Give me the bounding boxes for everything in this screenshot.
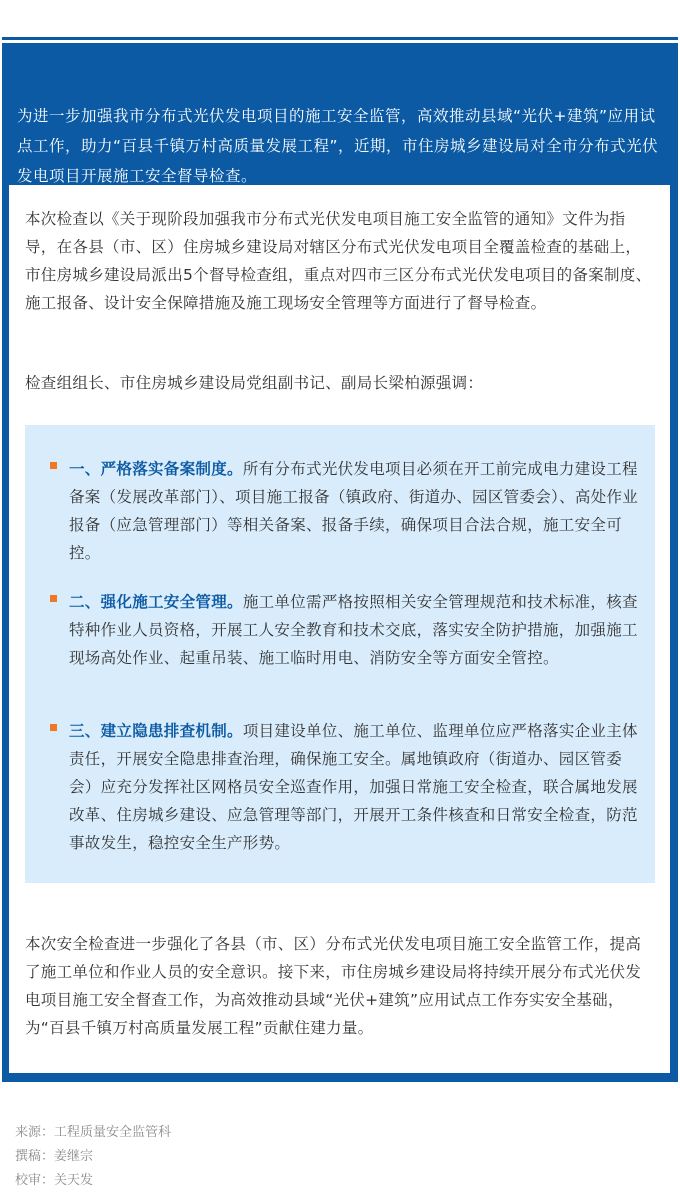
- credit-reviewer: 校审：关天发: [15, 1173, 94, 1188]
- key-point-heading: 三、建立隐患排查机制。: [69, 722, 243, 740]
- top-divider-line: [2, 37, 678, 40]
- square-bullet-icon: [50, 724, 57, 731]
- body-paragraph-3: 本次安全检查进一步强化了各县（市、区）分布式光伏发电项目施工安全监管工作，提高了施工单位和作业人员的安全意识。接下来，市住房城乡建设局将持续开展分布式光伏发电项目施工安全督查工作，为高效推动县域“光伏+建筑”应用试点工作夯实安全基础，为“百县千镇万村高质量发展工程”贡献住建力量。: [25, 935, 642, 1037]
- article-credits: [15, 1121, 171, 1193]
- key-point-text: 施工单位需严格按照相关安全管理规范和技术标准，核查特种作业人员资格，开展工人安全教育和技术交底，落实安全防护措施，加强施工现场高处作业、起重吊装、施工临时用电、消防安全等方面安全管控。: [69, 593, 638, 667]
- body-paragraph-2: 检查组组长、市住房城乡建设局党组副书记、副局长梁柏源强调：: [25, 374, 484, 392]
- lead-paragraph: 为进一步加强我市分布式光伏发电项目的施工安全监管，高效推动县域“光伏+建筑”应用试点工作，助力“百县千镇万村高质量发展工程”，近期，市住房城乡建设局对全市分布式光伏发电项目开展施工安全督导检查。: [17, 107, 659, 185]
- body-paragraph-1: 本次检查以《关于现阶段加强我市分布式光伏发电项目施工安全监管的通知》文件为指导，在各县（市、区）住房城乡建设局对辖区分布式光伏发电项目全覆盖检查的基础上，市住房城乡建设局派出5个督导检查组，重点对四市三区分布式光伏发电项目的备案制度、施工报备、设计安全保障措施及施工现场安全管理等方面进行了督导检查。: [25, 210, 652, 312]
- key-point-item: [69, 717, 639, 857]
- key-point-text: 所有分布式光伏发电项目必须在开工前完成电力建设工程备案（发展改革部门）、项目施工报备（镇政府、街道办、园区管委会）、高处作业报备（应急管理部门）等相关备案、报备手续，确保项目合法合规，施工安全可控。: [69, 460, 639, 562]
- key-point-text: 项目建设单位、施工单位、监理单位应严格落实企业主体责任，开展安全隐患排查治理，确保施工安全。属地镇政府（街道办、园区管委会）应充分发挥社区网格员安全巡查作用，加强日常施工安全检查，联合属地发展改革、住房城乡建设、应急管理等部门，开展开工条件核查和日常安全检查，防范事故发生，稳控安全生产形势。: [69, 722, 638, 852]
- credit-author: 撰稿：姜继宗: [15, 1149, 94, 1164]
- key-points-box: [25, 425, 655, 883]
- key-point-item: [69, 455, 639, 567]
- key-point-heading: 二、强化施工安全管理。: [69, 593, 243, 611]
- credit-source: 来源：工程质量安全监管科: [15, 1125, 172, 1140]
- article-body: [9, 185, 670, 1073]
- key-point-item: [69, 588, 639, 672]
- square-bullet-icon: [50, 595, 57, 602]
- key-point-heading: 一、严格落实备案制度。: [69, 460, 243, 478]
- square-bullet-icon: [50, 462, 57, 469]
